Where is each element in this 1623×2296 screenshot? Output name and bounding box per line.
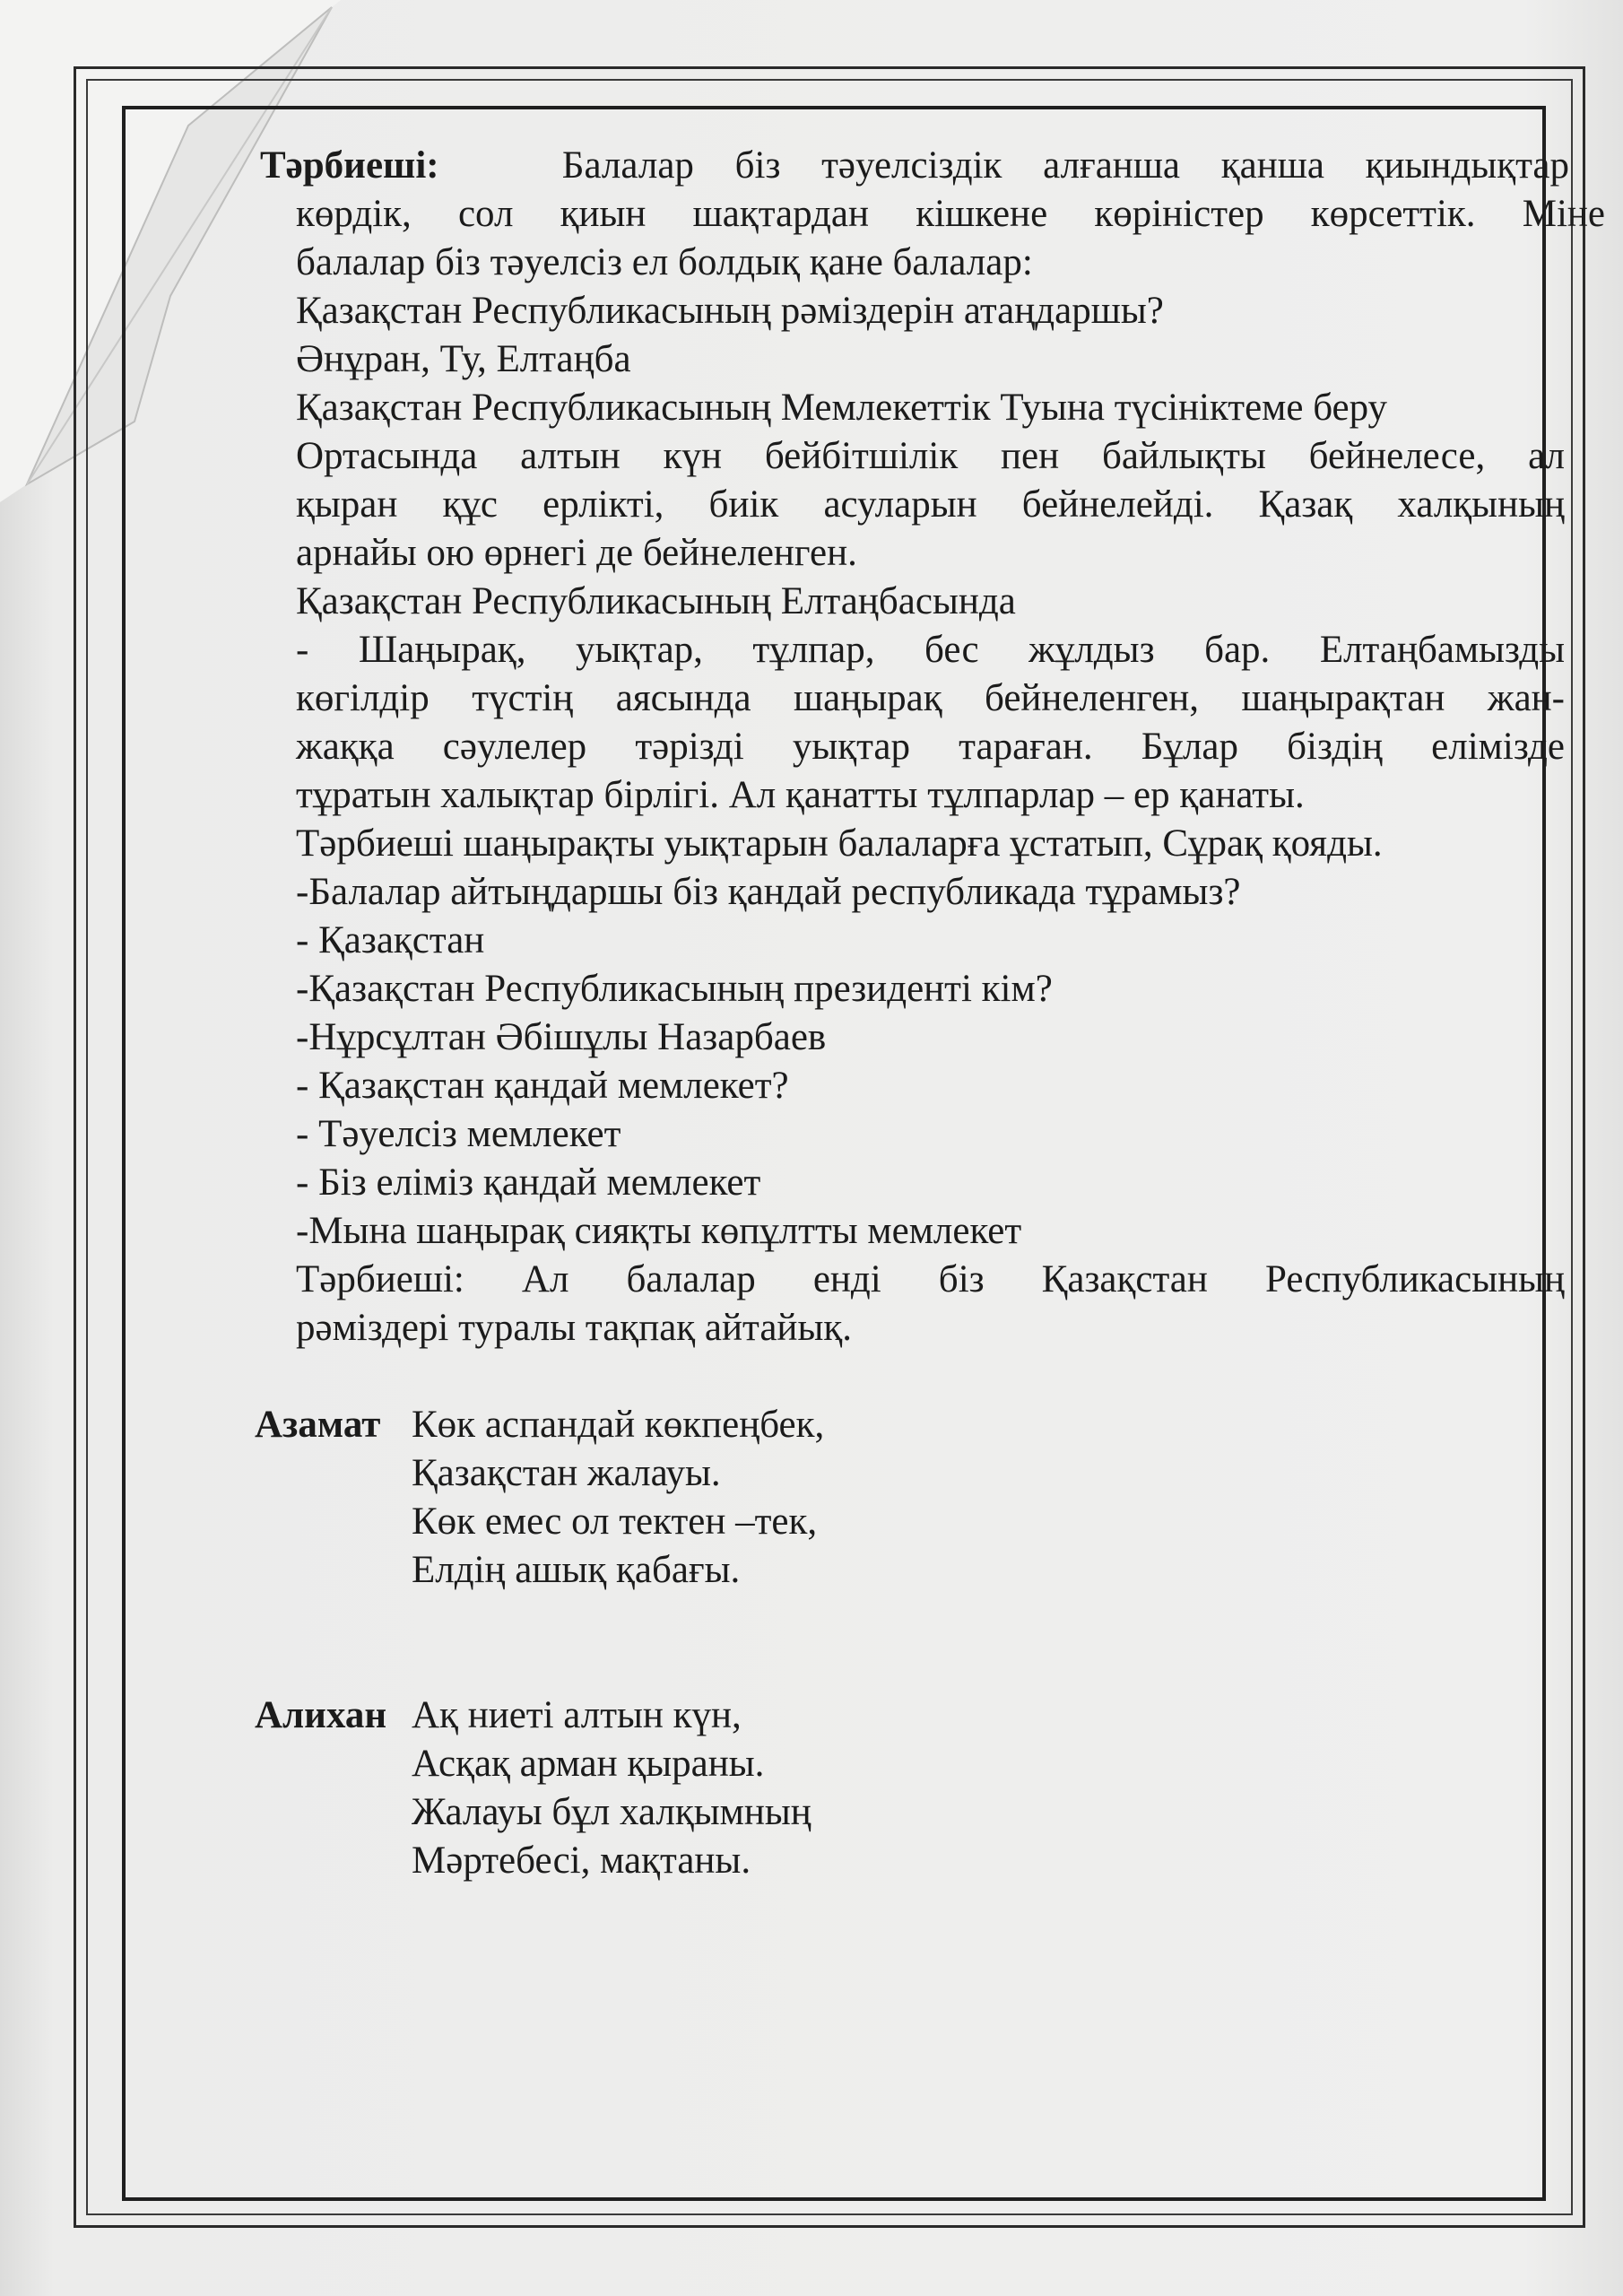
- body-line: - Біз еліміз қандай мемлекет: [296, 1161, 761, 1204]
- body-line: - Қазақстан: [296, 919, 485, 961]
- intro-line-3: балалар біз тәуелсіз ел болдық қане балалар:: [296, 241, 1033, 283]
- intro-speaker: Тәрбиеші:: [260, 144, 439, 187]
- spacer: [260, 1352, 1551, 1401]
- body-line: Әнұран, Ту, Елтаңба: [296, 338, 631, 380]
- poem-alikhan: [255, 1692, 1551, 1885]
- body-line: - Қазақстан қандай мемлекет?: [296, 1065, 789, 1107]
- body-line: арнайы ою өрнегі де бейнеленген.: [296, 532, 857, 574]
- body-line: - Тәуелсіз мемлекет: [296, 1113, 621, 1155]
- body-line: көгілдір түстің аясында шаңырақ бейнеленген, шаңырақтан жан-: [296, 677, 1565, 719]
- body-line: Қазақстан Республикасының Мемлекеттік Туына түсініктеме беру: [296, 387, 1388, 429]
- poem-line: Жалауы бұл халқымның: [412, 1791, 812, 1833]
- poem-line: Асқақ арман қыраны.: [412, 1743, 765, 1785]
- poem-speaker: Азамат: [255, 1404, 381, 1446]
- poem-lines: [412, 1401, 824, 1595]
- poem-speaker: Алихан: [255, 1694, 387, 1736]
- body-line: Қазақстан Республикасының рәміздерін атаңдаршы?: [296, 290, 1164, 332]
- body-line: қыран құс ерлікті, биік асуларын бейнелейді. Қазақ халқының: [296, 483, 1565, 526]
- body-line: - Шаңырақ, уықтар, тұлпар, бес жұлдыз бар. Елтаңбамызды: [296, 629, 1565, 671]
- poem-line: Қазақстан жалауы.: [412, 1452, 721, 1494]
- body-line: -Балалар айтыңдаршы біз қандай республикада тұрамыз?: [296, 871, 1241, 913]
- document-text: [255, 142, 1605, 1885]
- intro-text-1: Балалар біз тәуелсіздік алғанша қанша қиындықтар: [561, 144, 1569, 187]
- poem-line: Көк емес ол тектен –тек,: [412, 1500, 818, 1543]
- body-line: -Мына шаңырақ сияқты көпұлтты мемлекет: [296, 1210, 1022, 1252]
- body-line: -Қазақстан Республикасының президенті кім?: [296, 968, 1053, 1010]
- body-line: жаққа сәулелер тәрізді уықтар тараған. Бұлар біздің елімізде: [296, 726, 1565, 768]
- poem-line: Мәртебесі, мақтаны.: [412, 1839, 751, 1882]
- body-line: Тәрбиеші шаңырақты уықтарын балаларға ұстатып, Сұрақ қояды.: [296, 822, 1383, 865]
- intro-line-2: көрдік, сол қиын шақтардан кішкене көріністер көрсеттік. Міне: [296, 193, 1605, 235]
- body-line: тұратын халықтар бірлігі. Ал қанатты тұлпарлар – ер қанаты.: [296, 774, 1305, 816]
- body-line: рәміздері туралы тақпақ айтайық.: [296, 1307, 852, 1349]
- intro-line-1: [260, 142, 1569, 190]
- poem-line: Ақ ниеті алтын күн,: [412, 1694, 742, 1736]
- spacer: [260, 1595, 1551, 1692]
- body-line: Ортасында алтын күн бейбітшілік пен байлықты бейнелесе, ал: [296, 435, 1565, 477]
- poem-line: Елдің ашық қабағы.: [412, 1549, 741, 1591]
- body-line: -Нұрсұлтан Әбішұлы Назарбаев: [296, 1016, 827, 1058]
- poem-lines: [412, 1692, 812, 1885]
- poem-line: Көк аспандай көкпеңбек,: [412, 1404, 825, 1446]
- body-line: Тәрбиеші: Ал балалар енді біз Қазақстан Республикасының: [296, 1258, 1565, 1300]
- body-line: Қазақстан Республикасының Елтаңбасында: [296, 580, 1016, 622]
- poem-azamat: [255, 1401, 1551, 1595]
